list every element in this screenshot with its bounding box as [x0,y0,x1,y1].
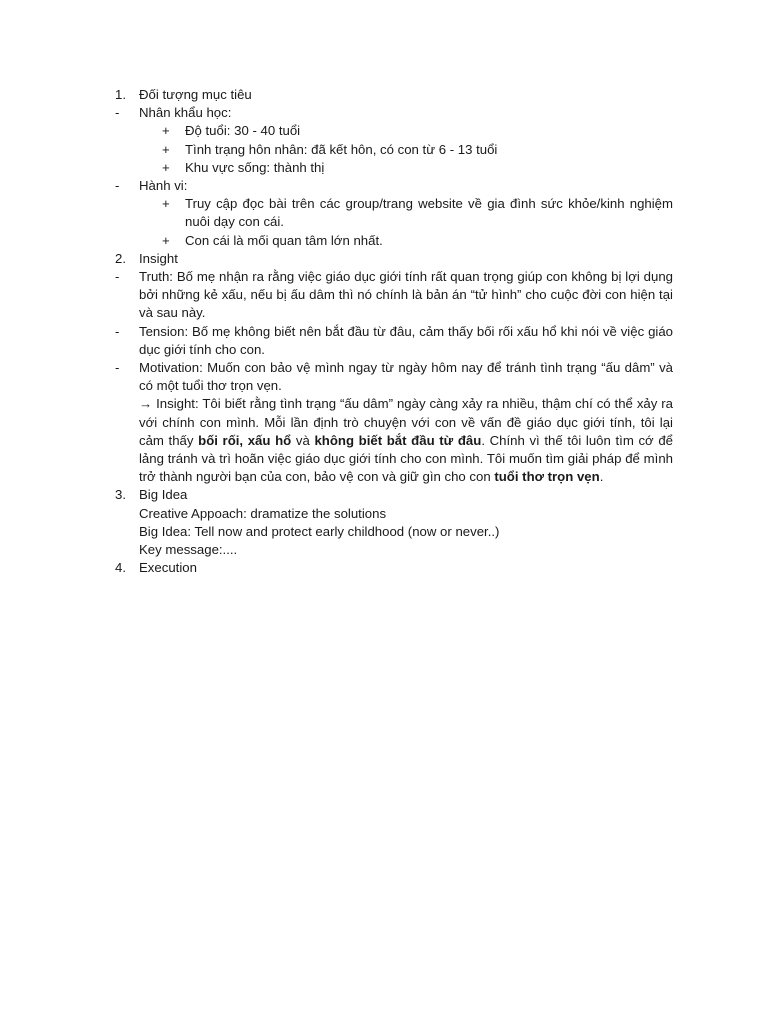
demographics-marital: Tình trạng hôn nhân: đã kết hôn, có con từ 6 - 13 tuổi [185,141,498,157]
section-number: 2. [115,250,126,266]
document-body [115,86,673,577]
plus-marker: + [162,141,170,157]
section-number: 4. [115,560,126,576]
insight-bold-confused: bối rối, xấu hổ [198,432,292,448]
dash-marker: - [115,178,120,194]
list-item [115,232,673,250]
tension-text: Tension: Bố mẹ không biết nên bắt đầu từ đâu, cảm thấy bối rối xấu hổ khi nói về việc giáo dục giới tính cho con. [139,323,673,357]
list-item [115,122,673,140]
insight-bold-dont-know: không biết bắt đầu từ đâu [314,432,482,448]
insight-bold-childhood: tuổi thơ trọn vẹn [494,469,600,485]
truth-item [115,268,673,323]
motivation-text: Motivation: Muốn con bảo vệ mình ngay từ ngày hôm nay để tránh tình trạng “ấu dâm” và có một tuổi thơ trọn vẹn. [139,360,673,394]
section-title: Big Idea [139,487,188,503]
behavior-reading: Truy cập đọc bài trên các group/trang website về gia đình sức khỏe/kinh nghiệm nuôi dạy con cái. [185,196,673,230]
section-2-heading [115,250,673,268]
section-number: 3. [115,487,126,503]
tension-item [115,323,673,359]
demographics-area: Khu vực sống: thành thị [185,159,325,175]
motivation-item [115,359,673,395]
demographics-age: Độ tuổi: 30 - 40 tuổi [185,123,301,139]
list-item [115,195,673,231]
section-4-heading [115,559,673,577]
section-title: Đối tượng mục tiêu [139,87,252,102]
section-title: Insight [139,250,178,266]
behavior-label: Hành vi: [139,178,188,194]
dash-marker: - [115,360,120,376]
truth-text: Truth: Bố mẹ nhận ra rằng việc giáo dục giới tính rất quan trọng giúp con không bị lợi dụng bởi những kẻ xấu, nếu bị ấu dâm thì nó chính là bản án “tử hình” cho cuộc đời con hiện tại và sau này. [139,269,673,321]
dash-marker: - [115,105,120,121]
insight-text-4: . [599,469,604,485]
insight-text-1: → Insight: Tôi biết rằng tình trạng “ấu dâm” ngày càng xảy ra nhiều, thậm chí có thể xảy ra với chính con mình. Mỗi lần định trò chuyện với con về vấn đề giáo dục giới tính, tôi lại cảm thấy [139,396,673,448]
plus-marker: + [162,196,170,212]
insight-text-2: và [291,432,315,448]
demographics-label: Nhân khẩu học: [139,105,232,121]
dash-marker: - [115,269,120,285]
behavior-concern: Con cái là mối quan tâm lớn nhất. [185,232,383,248]
section-3-heading [115,486,673,504]
behavior-heading [115,177,673,195]
creative-approach-line: Creative Appoach: dramatize the solutions [139,505,387,521]
demographics-heading [115,104,673,122]
plus-marker: + [162,232,170,248]
insight-paragraph [115,395,673,486]
key-message-line: Key message:.... [139,542,238,558]
section-1-heading [115,86,673,104]
plus-marker: + [162,159,170,175]
section-number: 1. [115,87,126,102]
insight-text-3: . Chính vì thế tôi luôn tìm cớ để lảng tránh và trì hoãn việc giáo dục giới tính cho con mình. Tôi muốn tìm giải pháp để mình trở thành người bạn của con, bảo vệ con và giữ gìn cho con [139,432,674,485]
list-item [115,141,673,159]
section-title: Execution [139,560,197,576]
dash-marker: - [115,323,120,339]
plus-marker: + [162,123,170,139]
big-idea-line: Big Idea: Tell now and protect early childhood (now or never..) [139,523,500,539]
list-item [115,159,673,177]
